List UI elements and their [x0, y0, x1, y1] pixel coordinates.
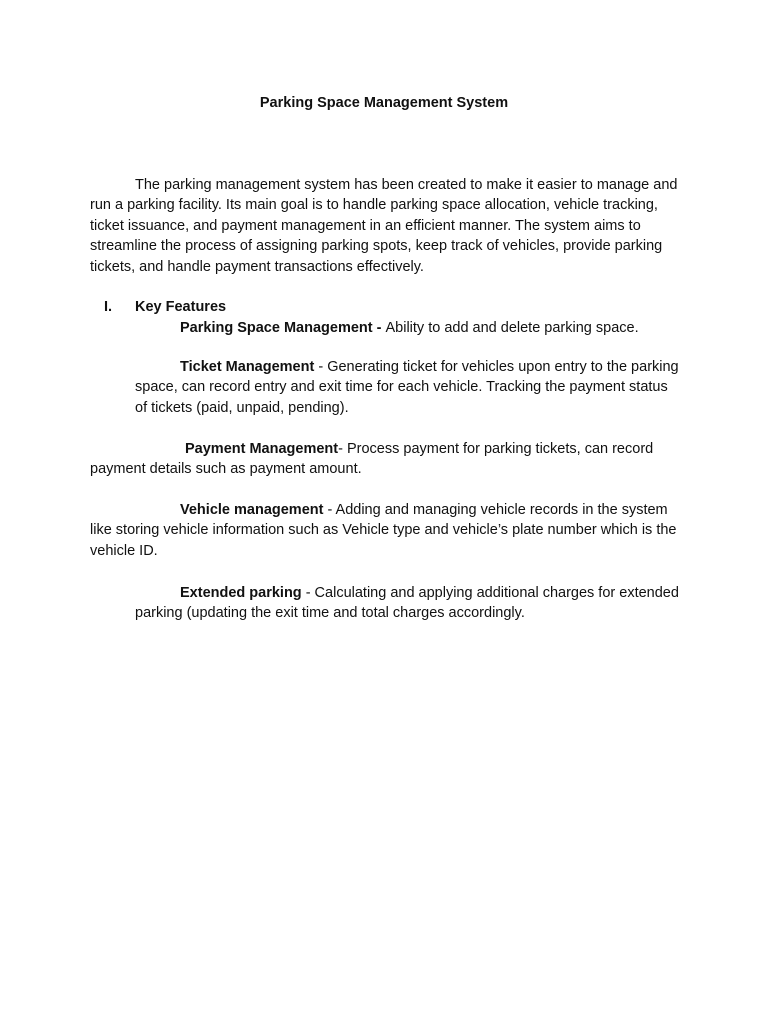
- feature-name: Extended parking: [180, 585, 302, 601]
- feature-name: Payment Management: [185, 441, 339, 457]
- section-numeral: I.: [104, 299, 113, 315]
- feature-vehicle-management: [90, 500, 680, 561]
- intro-paragraph: The parking management system has been created to make it easier to manage and run a parking facility. Its main goal is to handle parking space allocation, vehicle tracking, ticket issuance, and payment management in an efficient manner. The system aims to streamline the process of assigning parking spots, keep track of vehicles, provide parking tickets, and handle payment transactions effectively.: [90, 177, 678, 275]
- feature-description: - Process payment for parking tickets, can record payment details such as payment amount.: [90, 441, 654, 478]
- feature-name: Vehicle management: [180, 502, 324, 518]
- document-title: Parking Space Management System: [259, 95, 509, 111]
- feature-description: Ability to add and delete parking space.: [385, 320, 639, 336]
- feature-description: - Generating ticket for vehicles upon entry to the parking space, can record entry and exit time for each vehicle. Tracking the payment status of tickets (paid, unpaid, pending).: [135, 359, 679, 416]
- feature-name: Ticket Management: [180, 359, 315, 375]
- feature-payment-management: [90, 439, 680, 480]
- feature-name: Parking Space Management -: [180, 320, 386, 336]
- feature-description: - Adding and managing vehicle records in the system like storing vehicle information such as Vehicle type and vehicle’s plate number which is the vehicle ID.: [90, 502, 677, 559]
- section-heading-text: Key Features: [135, 299, 227, 315]
- feature-ticket-management: [135, 357, 680, 418]
- feature-description: - Calculating and applying additional charges for extended parking (updating the exit time and total charges accordingly.: [135, 585, 679, 622]
- feature-parking-space-management: [180, 318, 700, 338]
- feature-extended-parking: [135, 583, 680, 624]
